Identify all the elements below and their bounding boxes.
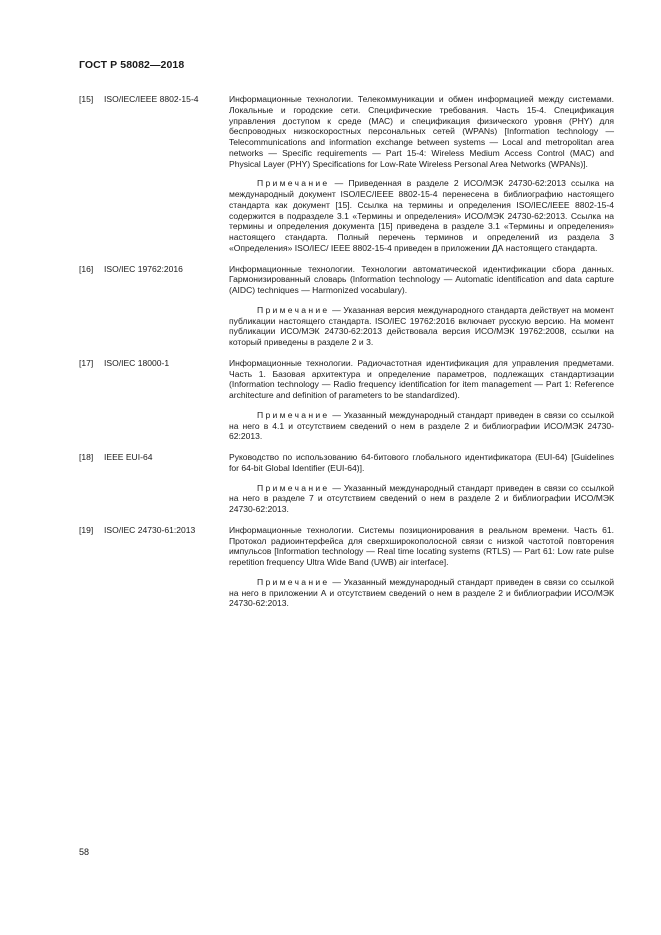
- note-label: Примечание: [257, 178, 330, 189]
- entry-body: [229, 358, 614, 442]
- entry-note: [229, 577, 614, 609]
- entry-description: Информационные технологии. Радиочастотная идентификация для управления предметами. Часть 1. Базовая архитектура и определение параметров, подлежащих стандартизации (Information technology — Radio frequency identification for item management — Part 1: Reference architecture and definition of parameters to be standardized).: [229, 357, 614, 400]
- entry-note: [229, 305, 614, 348]
- note-text: — Указанная версия международного стандарта действует на момент публикации настоящего стандарта. ISO/IEC 19762:2016 включает русскую версию. На момент публикации ИСО/МЭК 24730-62:2013 действовала версия ИСО/МЭК 19762:2008, ссылки на который приведены в разделе 2 и 3.: [229, 304, 614, 347]
- bibliography-list: [79, 94, 614, 619]
- bibliography-entry: [79, 264, 614, 348]
- entry-code: ISO/IEC 24730-61:2013: [104, 524, 196, 535]
- note-text: — Приведенная в разделе 2 ИСО/МЭК 24730-62:2013 ссылка на международный документ ISO/IEC/IEEE 8802-15-4 перенесена в библиографию настоящего стандарта как документ [15]. Ссылка на термины и определения ISO/IEC/IEEE 8802-15-4 содержится в подразделе 3.1 «Термины и определения» ИСО/МЭК 24730-62:2013. Ссылка на термины и определения документа [15] приведена в разделе 3.1 «Термины и определения» настоящего стандарта. Полный перечень терминов и определений из раздела 3 «Определения» ISO/IEC/ IEEE 8802-15-4 приведен в приложении ДА настоящего стандарта.: [229, 178, 614, 253]
- entry-code: ISO/IEC/IEEE 8802-15-4: [104, 94, 199, 104]
- entry-code: IEEE EUI-64: [104, 452, 153, 462]
- entry-number: [17]: [79, 357, 94, 368]
- page-number: 58: [79, 847, 90, 857]
- entry-description: Информационные технологии. Системы позиционирования в реальном времени. Часть 61. Протокол радиоинтерфейса для сверхширокополосной связи с низкой частотой повторения импульсов [Information technology — Real time locating systems (RTLS) — Part 61: Low rate pulse repetition frequency Ultra Wide Band (UWB) air interface].: [229, 524, 614, 567]
- standard-header: ГОСТ Р 58082—2018: [79, 59, 185, 71]
- bibliography-entry: [79, 525, 614, 609]
- entry-description: Руководство по использованию 64-битового глобального идентификатора (EUI-64) [Guidelines for 64-bit Global Identifier (EUI-64)].: [229, 452, 614, 473]
- entry-description: Информационные технологии. Технологии автоматической идентификации сбора данных. Гармонизированный словарь (Information technology — Automatic identification and data capture (AIDC) techniques — Harmonized vocabulary).: [229, 263, 614, 295]
- entry-note: [229, 410, 614, 442]
- note-label: Примечание: [257, 409, 330, 420]
- entry-description: Информационные технологии. Телекоммуникации и обмен информацией между системами. Локальные и городские сети. Специфические требования. Часть 15-4. Спецификация управления доступом к среде (МАС) и спецификация физического уровня (PHY) для беспроводных низкоскоростных персональных сетей (WPANs) [Information technology — Telecommunications and information exchange between systems — Local and metropolitan area networks — Specific requirements — Part 15-4: Wireless Medium Access Control (MAC) and Physical Layer (PHY) Specifications for Low-Rate Wireless Personal Area Networks (WPANs)].: [229, 94, 614, 169]
- entry-body: [229, 264, 614, 348]
- entry-body: [229, 94, 614, 254]
- note-text: — Указанный международный стандарт приведен в связи со ссылкой на него в приложении А и отсутствием сведений о нем в разделе 2 и библиографии ИСО/МЭК 24730-62:2013.: [229, 576, 614, 609]
- bibliography-entry: [79, 358, 614, 442]
- note-label: Примечание: [257, 482, 330, 493]
- note-label: Примечание: [257, 576, 330, 587]
- entry-body: [229, 452, 614, 515]
- entry-number: [16]: [79, 263, 94, 274]
- entry-code: ISO/IEC 19762:2016: [104, 263, 183, 274]
- entry-note: [229, 178, 614, 253]
- entry-code: ISO/IEC 18000-1: [104, 357, 170, 368]
- note-text: — Указанный международный стандарт приведен в связи со ссылкой на него в 4.1 и отсутствием сведений о нем в разделе 2 и библиографии ИСО/МЭК 24730-62:2013.: [229, 409, 614, 442]
- bibliography-entry: [79, 452, 614, 515]
- entry-note: [229, 483, 614, 515]
- bibliography-entry: [79, 94, 614, 254]
- entry-number: [19]: [79, 524, 94, 535]
- note-label: Примечание: [257, 304, 330, 315]
- entry-number: [15]: [79, 94, 94, 104]
- entry-body: [229, 525, 614, 609]
- entry-number: [18]: [79, 452, 94, 462]
- note-text: — Указанный международный стандарт приведен в связи со ссылкой на него в разделе 7 и отсутствием сведений о нем в разделе 2 и библиографии ИСО/МЭК 24730-62:2013.: [229, 482, 614, 514]
